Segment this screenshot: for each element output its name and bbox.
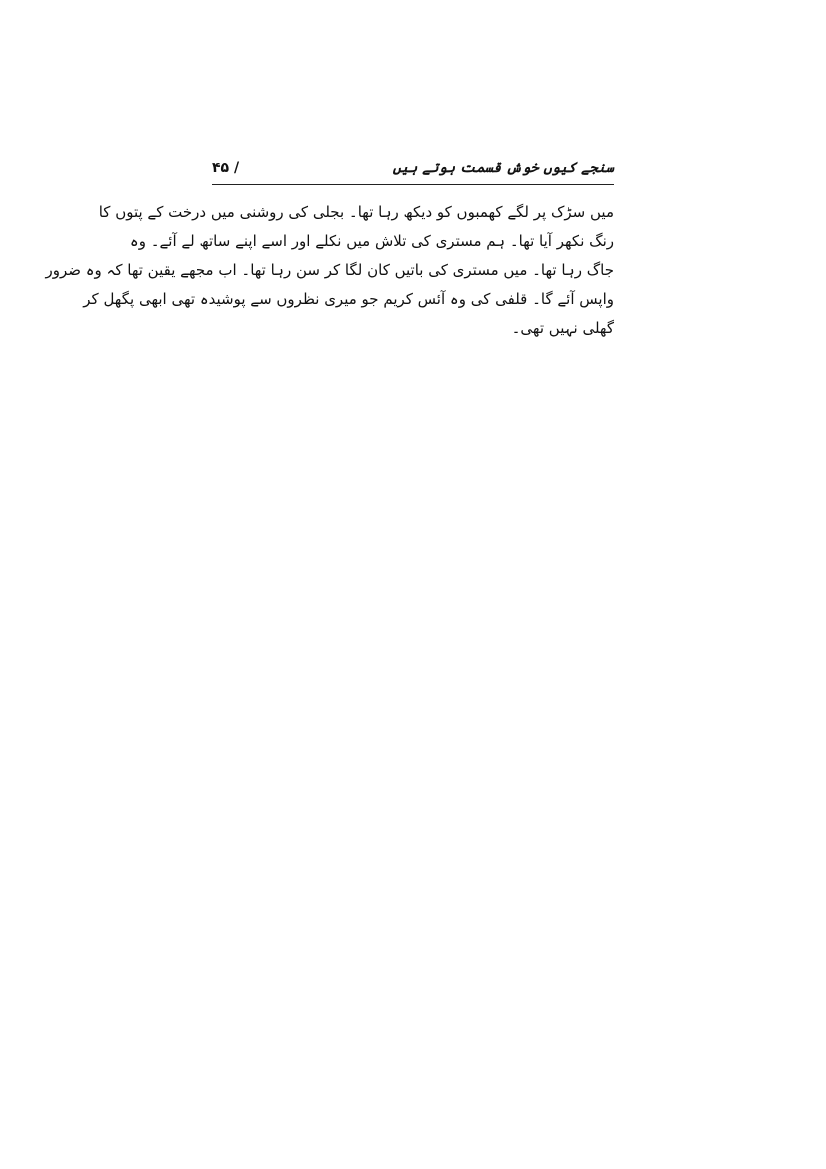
header-rule (212, 184, 614, 185)
body-line-3: جاگ رہا تھا۔ میں مستری کی باتیں کان لگا کر سن رہا تھا۔ اب مجھے یقین تھا کہ وہ ضرور (45, 261, 614, 279)
body-line-1: میں سڑک پر لگے کھمبوں کو دیکھ رہا تھا۔ بجلی کی روشنی میں درخت کے پتوں کا (98, 203, 614, 221)
body-line-2: رنگ نکھر آیا تھا۔ ہم مستری کی تلاش میں نکلے اور اسے اپنے ساتھ لے آئے۔ وہ (129, 232, 614, 250)
body-paragraph (45, 198, 614, 343)
page-number: ۴۵ / (212, 160, 240, 176)
body-line-4: واپس آئے گا۔ قلفی کی وہ آئس کریم جو میری نظروں سے پوشیدہ تھی ابھی پگھل کر (83, 290, 614, 308)
running-header (212, 158, 614, 184)
body-line-5: گھلی نہیں تھی۔ (511, 319, 614, 337)
header-title: سنجے کیوں خوش قسمت ہوتے ہیں (392, 160, 614, 176)
